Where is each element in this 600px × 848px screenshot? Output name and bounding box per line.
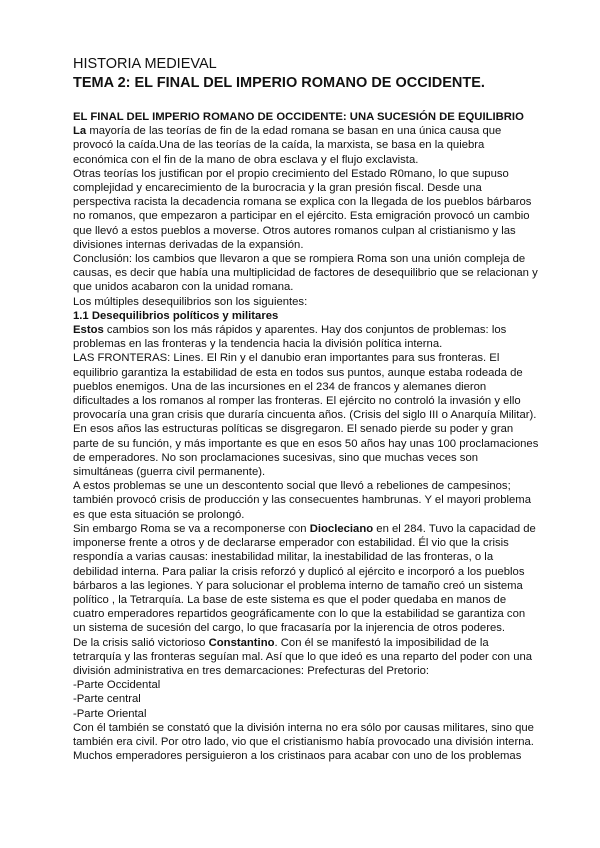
text-line: que unidos acabaron con la unidad romana.	[73, 281, 294, 294]
text-line: Con él también se constató que la división interna no era sólo por causas militares, sino que	[73, 721, 534, 734]
text-line: parte de su función, y más importante es que en esos 50 años hay unas 100 proclamaciones	[73, 437, 539, 450]
text-line: Otras teorías los justifican por el propio crecimiento del Estado R0mano, lo que supuso	[73, 167, 509, 180]
text-line: simultáneas (guerra civil permanente).	[73, 466, 266, 479]
title-spacer	[73, 93, 533, 110]
text-line: económica con el fin de la mano de obra esclava y el flujo exclavista.	[73, 153, 419, 166]
text-line: dificultades a los romanos al romper las fronteras. El ejército no controló la invasión y ello	[73, 395, 521, 408]
text-line: provocaría una gran crisis que duraría cincuenta años. (Crisis del siglo III o Anarquía Militar).	[73, 409, 537, 422]
text-line: es que esta situación se prolongó.	[73, 508, 245, 521]
text-line: no romanos, que empezaron a participar en el ejército. Esta emigración provocó un cambio	[73, 210, 530, 223]
text-line: político , la Tetrarquía. La base de este sistema es que el poder quedaba en manos de	[73, 593, 507, 606]
text-line: LAS FRONTERAS: Lines. El Rin y el danubio eran importantes para sus fronteras. El	[73, 352, 500, 365]
text-line: respondía a varias causas: inestabilidad militar, la inestabilidad de las fronteras, o la	[73, 551, 494, 564]
text-line: bárbaros a las legiones. Y para solucionar el problema interno de tamaño creó un sistema	[73, 579, 523, 592]
text-line: Estos cambios son los más rápidos y aparentes. Hay dos conjuntos de problemas: los	[73, 324, 507, 337]
text-line: Sin embargo Roma se va a recomponerse con Diocleciano en el 284. Tuvo la capacidad de	[73, 522, 536, 535]
text-line: divisiones internas derivadas de la expansión.	[73, 238, 304, 251]
text-line: debilidad interna. Para paliar la crisis reforzó y duplicó al ejército e incorporó a los pueblos	[73, 565, 525, 578]
text-line: división administrativa en tres demarcaciones: Prefecturas del Pretorio:	[73, 664, 430, 677]
text-line: imponerse frente a otros y de declararse emperador con estabilidad. Él vio que la crisis	[73, 537, 509, 550]
text-line: equilibrio garantiza la estabilidad de esta en todos sus puntos, aunque estaba rodeada de	[73, 366, 523, 379]
text-line: De la crisis salió victorioso Constantino. Con él se manifestó la imposibilidad de la	[73, 636, 489, 649]
text-line: tetrarquía y las fronteras seguían mal. Así que lo que ideó es una reparto del poder con una	[73, 650, 533, 663]
body-lines	[73, 124, 539, 763]
document-body	[73, 110, 539, 763]
text-line: también provocó crisis de producción y las consecuentes hambrunas. Y el mayori problema	[73, 494, 531, 507]
text-line: En esos años las estructuras políticas se disgregaron. El senado pierde su poder y gran	[73, 423, 514, 436]
text-line: Conclusión: los cambios que llevaron a que se rompiera Roma son una unión compleja de	[73, 253, 526, 266]
subsection-heading: 1.1 Desequilibrios políticos y militares	[73, 309, 279, 322]
text-line: problemas en las fronteras y la tendencia hacia la división política interna.	[73, 338, 443, 351]
text-line: de emperadores. No son proclamaciones sucesivas, sino que muchas veces son	[73, 451, 479, 464]
text-line: A estos problemas se une un descontento social que llevó a rebeliones de campesinos;	[73, 480, 511, 493]
subject-title: HISTORIA MEDIEVAL	[73, 56, 217, 72]
text-line: causas, es decir que había una multiplicidad de factores de desequilibrio que se relacionan y	[73, 267, 538, 280]
text-line: perspectiva racista la decadencia romana se explica con la llegada de los pueblos bárbaros	[73, 196, 532, 209]
text-line: -Parte Occidental	[73, 679, 161, 692]
topic-title: TEMA 2: EL FINAL DEL IMPERIO ROMANO DE OCCIDENTE.	[73, 75, 485, 91]
text-line: Los múltiples desequilibrios son los siguientes:	[73, 295, 308, 308]
section-heading: EL FINAL DEL IMPERIO ROMANO DE OCCIDENTE: UNA SUCESIÓN DE EQUILIBRIO	[73, 111, 524, 123]
text-line: un sistema de sucesión del cargo, lo que fracasaría por la injerencia de otros poderes.	[73, 622, 506, 635]
document-content	[73, 55, 539, 763]
text-line: complejidad y encarecimiento de la burocracia y la gran presión fiscal. Desde una	[73, 182, 482, 195]
text-line: pueblos enemigos. Una de las incursiones en el 234 de francos y alemanes dieron	[73, 380, 487, 393]
text-line: -Parte Oriental	[73, 707, 147, 720]
text-line: La mayoría de las teorías de fin de la edad romana se basan en una única causa que	[73, 125, 502, 138]
text-line: que llevó a estos pueblos a moverse. Otros autores romanos culpan al cristianismo y las	[73, 224, 516, 237]
text-line: también era civil. Por otro lado, vio que el cristianismo había provocado una división interna.	[73, 735, 534, 748]
text-line: Muchos emperadores persiguieron a los cristinaos para acabar con uno de los problemas	[73, 750, 522, 763]
text-line: -Parte central	[73, 693, 141, 706]
text-line: provocó la caída.Una de las teorías de la caída, la marxista, se basa en la quiebra	[73, 139, 485, 152]
text-line: cuatro emperadores repartidos geográficamente con lo que la estabilidad se garantiza con	[73, 608, 526, 621]
